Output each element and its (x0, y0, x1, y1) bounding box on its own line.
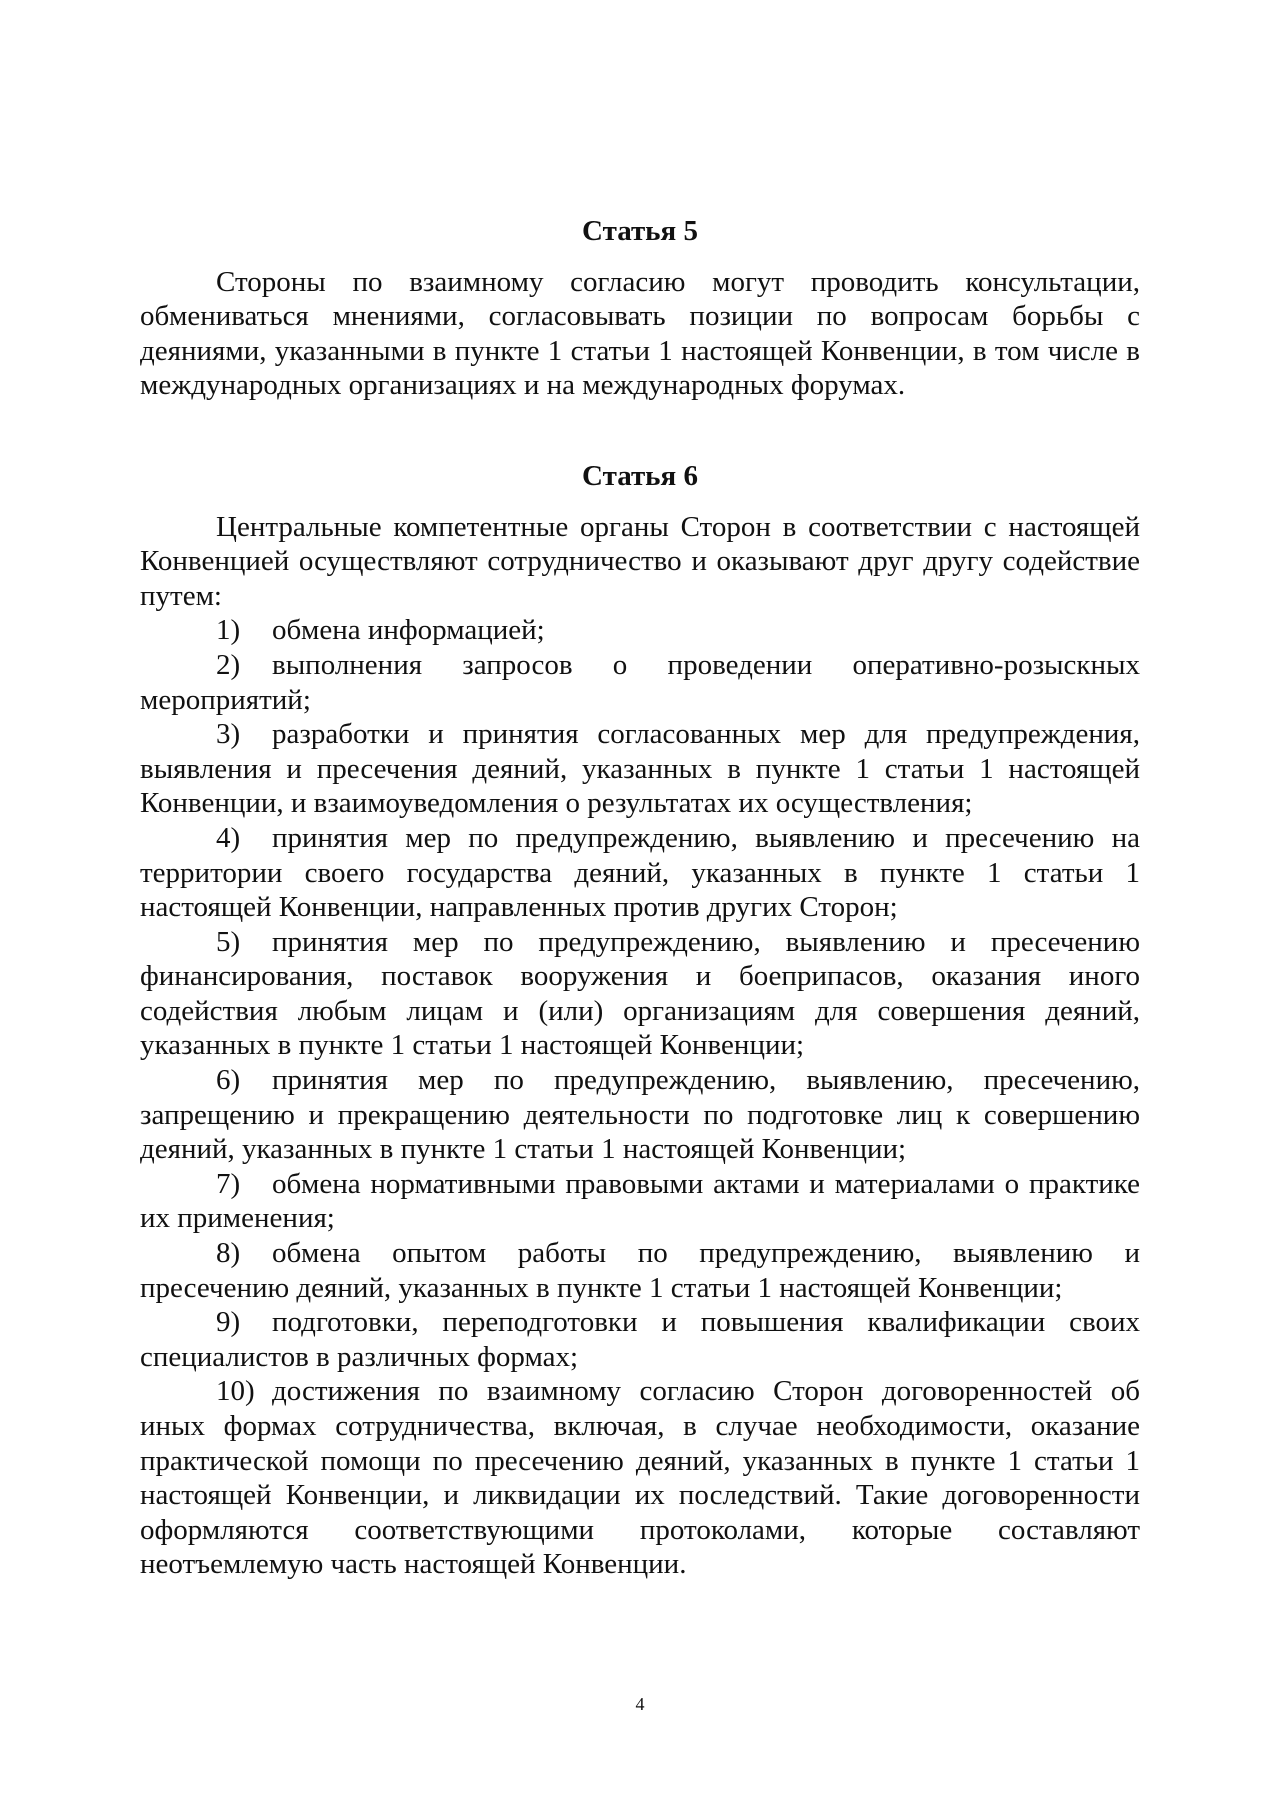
list-item-text: обмена нормативными правовыми актами и материалами о практике их применения; (140, 1167, 1140, 1235)
list-item-text: достижения по взаимному согласию Сторон договоренностей об иных формах сотрудничества, включая, в случае необходимости, оказание практической помощи по пресечению деяний, указанных в пункте 1 статьи 1 настоящей Конвенции, и ликвидации их последствий. Такие договоренности оформляются соответствующими протоколами, которые составляют неотъемлемую часть настоящей Конвенции. (140, 1375, 1140, 1581)
document-body (140, 214, 1140, 1582)
list-item (140, 1167, 1140, 1236)
list-item (140, 717, 1140, 821)
list-item-text: принятия мер по предупреждению, выявлению и пресечению финансирования, поставок вооружения и боеприпасов, оказания иного содействия любым лицам и (или) организациям для совершения деяний, указанных в пункте 1 статьи 1 настоящей Конвенции; (140, 925, 1140, 1062)
list-item-text: подготовки, переподготовки и повышения квалификации своих специалистов в различных формах; (140, 1306, 1140, 1373)
list-item (140, 1305, 1140, 1374)
list-item-number: 8) (216, 1237, 241, 1270)
list-item-number: 10) (216, 1375, 255, 1408)
list-item-text: принятия мер по предупреждению, выявлению и пресечению на территории своего государства деяний, указанных в пункте 1 статьи 1 настоящей Конвенции, направленных против других Сторон; (140, 821, 1140, 924)
list-item-text: обмена опытом работы по предупреждению, выявлению и пресечению деяний, указанных в пункте 1 статьи 1 настоящей Конвенции; (140, 1237, 1140, 1304)
article-5-title: Статья 5 (582, 215, 698, 247)
article-6-title: Статья 6 (582, 459, 698, 492)
article-6-intro: Центральные компетентные органы Сторон в соответствии с настоящей Конвенцией осуществляют сотрудничество и оказывают друг другу содействие путем: (140, 510, 1140, 612)
list-item (140, 821, 1140, 925)
page-number: 4 (635, 1694, 645, 1714)
list-item-number: 9) (216, 1306, 241, 1339)
list-item-number: 7) (216, 1167, 241, 1200)
list-item (140, 613, 1140, 648)
list-item-text: разработки и принятия согласованных мер для предупреждения, выявления и пресечения деяний, указанных в пункте 1 статьи 1 настоящей Конвенции, и взаимоуведомления о результатах их осуществления; (140, 718, 1140, 820)
list-item-number: 6) (216, 1064, 241, 1097)
list-item-text: выполнения запросов о проведении оперативно-розыскных мероприятий; (140, 648, 1140, 716)
list-item-number: 3) (216, 718, 241, 751)
list-item (140, 925, 1140, 1063)
list-item-number: 5) (216, 925, 241, 958)
list-item-text: обмена информацией; (272, 614, 545, 647)
list-item (140, 1236, 1140, 1305)
list-item (140, 648, 1140, 717)
article-5-text: Стороны по взаимному согласию могут проводить консультации, обмениваться мнениями, согласовывать позиции по вопросам борьбы с деяниями, указанными в пункте 1 статьи 1 настоящей Конвенции, в том числе в международных организациях и на международных форумах. (140, 265, 1140, 402)
list-item-text: принятия мер по предупреждению, выявлению, пресечению, запрещению и прекращению деятельности по подготовке лиц к совершению деяний, указанных в пункте 1 статьи 1 настоящей Конвенции; (140, 1064, 1140, 1166)
list-item (140, 1374, 1140, 1582)
list-item-number: 1) (216, 614, 241, 647)
list-item-number: 4) (216, 821, 241, 854)
list-item (140, 1063, 1140, 1167)
list-item-number: 2) (216, 648, 241, 681)
